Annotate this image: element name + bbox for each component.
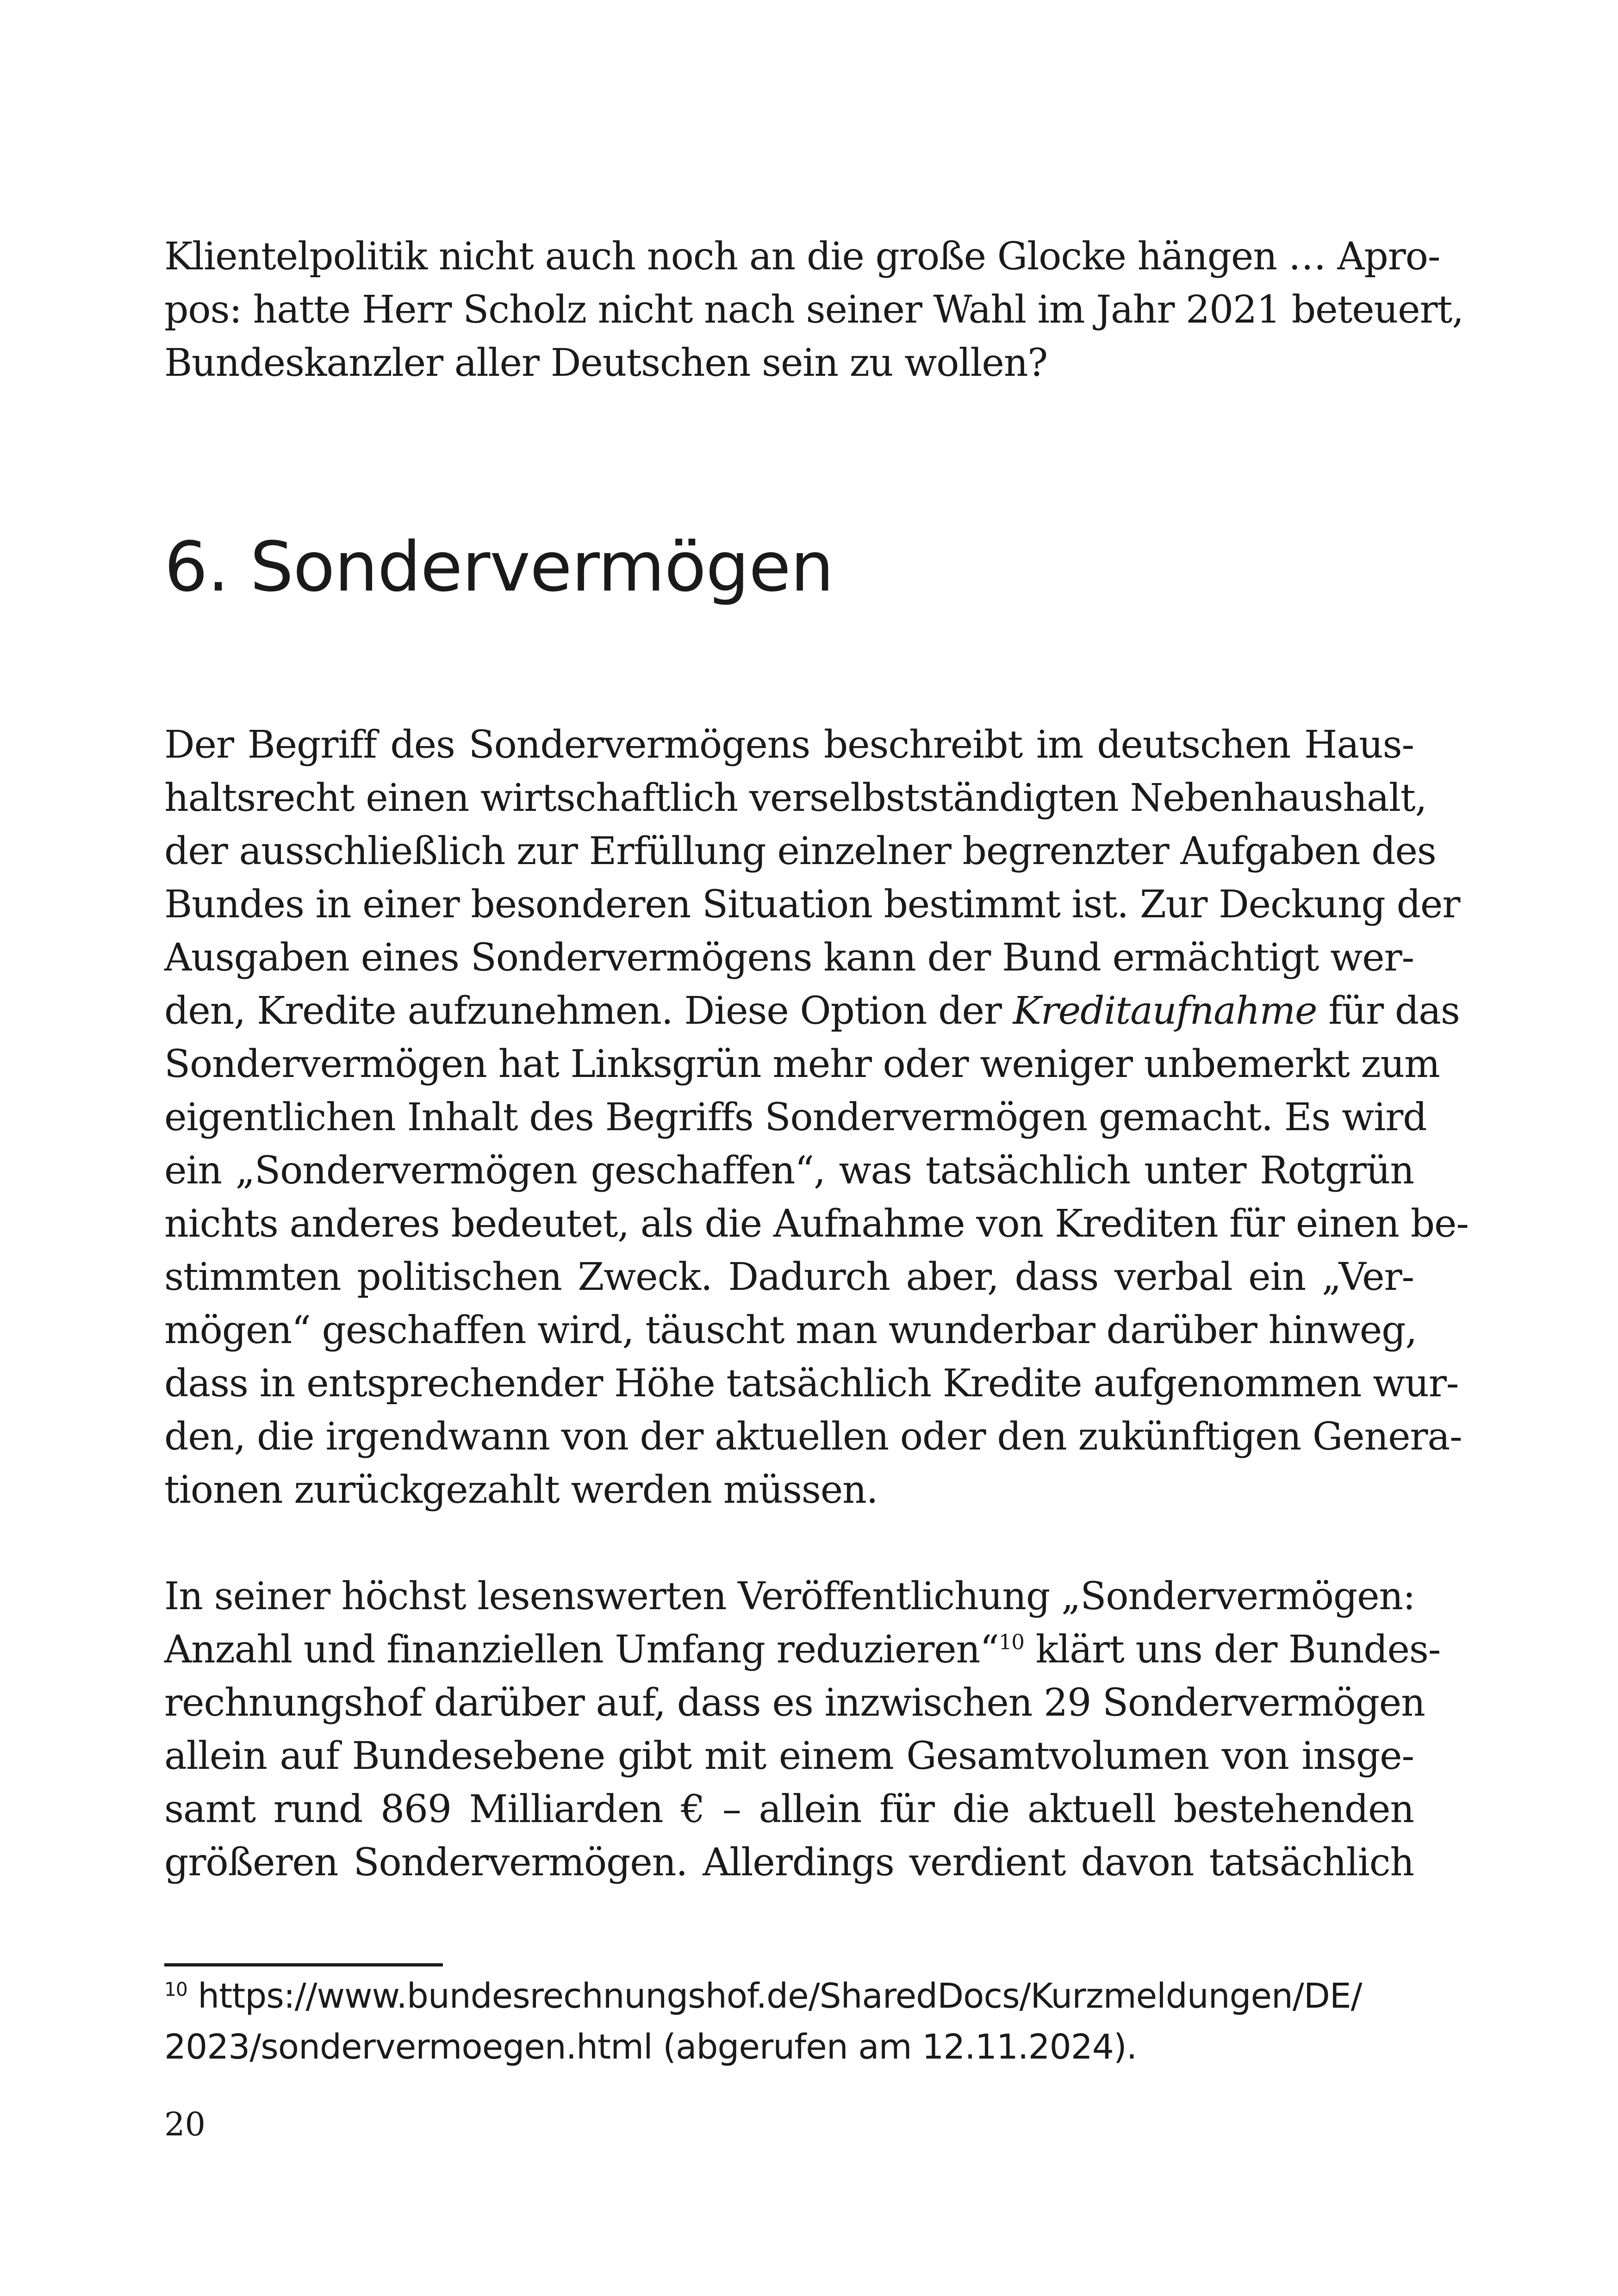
body-text-line: den, die irgendwann von der aktuellen oder den zukünftigen Genera- <box>164 1415 1462 1459</box>
body-text-line: pos: hatte Herr Scholz nicht nach seiner Wahl im Jahr 2021 beteuert, <box>164 288 1464 332</box>
section-heading: 6. Sondervermögen <box>164 527 834 607</box>
body-text-line: eigentlichen Inhalt des Begriffs Sondervermögen gemacht. Es wird <box>164 1095 1427 1139</box>
body-text-line: haltsrecht einen wirtschaftlich verselbstständigten Nebenhaushalt, <box>164 776 1427 820</box>
italic-term: Kreditaufnahme <box>1013 989 1317 1033</box>
body-text-line: Bundes in einer besonderen Situation bestimmt ist. Zur Deckung der <box>164 883 1460 927</box>
footnote-link: https://www.bundesrechnungshof.de/SharedDocs/Kurzmeldungen/DE/ <box>187 1976 1362 2016</box>
footnote-line <box>164 1974 1414 2018</box>
body-text-line: größeren Sondervermögen. Allerdings verdient davon tatsächlich <box>164 1841 1414 1885</box>
body-text-line: rechnungshof darüber auf, dass es inzwischen 29 Sondervermögen <box>164 1681 1425 1725</box>
body-text-line: mögen“ geschaffen wird, täuscht man wunderbar darüber hinweg, <box>164 1308 1417 1352</box>
body-text-line: stimmten politischen Zweck. Dadurch aber, dass verbal ein „Ver- <box>164 1255 1414 1299</box>
text-segment: den, Kredite aufzunehmen. Diese Option der <box>164 989 1013 1033</box>
body-text-line: dass in entsprechender Höhe tatsächlich Kredite aufgenommen wur- <box>164 1362 1459 1406</box>
body-text-line: der ausschließlich zur Erfüllung einzelner begrenzter Aufgaben des <box>164 829 1436 873</box>
body-text-line: samt rund 869 Milliarden € – allein für die aktuell bestehenden <box>164 1787 1414 1831</box>
footnote-reference: 10 <box>998 1630 1024 1655</box>
text-segment: klärt uns der Bundes- <box>1024 1628 1441 1672</box>
body-text-line: tionen zurückgezahlt werden müssen. <box>164 1468 878 1512</box>
body-text-line <box>164 988 1460 1034</box>
text-segment: für das <box>1317 989 1460 1033</box>
footnote-divider <box>164 1963 443 1966</box>
body-text-line <box>164 1627 1441 1673</box>
body-text-line: allein auf Bundesebene gibt mit einem Gesamtvolumen von insge- <box>164 1734 1414 1778</box>
body-text-line: nichts anderes bedeutet, als die Aufnahme von Krediten für einen be- <box>164 1202 1469 1246</box>
footnote-number: 10 <box>164 1978 187 2001</box>
body-text-line: Sondervermögen hat Linksgrün mehr oder weniger unbemerkt zum <box>164 1042 1440 1086</box>
body-text-line: Der Begriff des Sondervermögens beschreibt im deutschen Haus- <box>164 723 1414 767</box>
text-segment: Anzahl und finanziellen Umfang reduzieren“ <box>164 1628 999 1672</box>
body-text-line: In seiner höchst lesenswerten Veröffentlichung „Sondervermögen: <box>164 1574 1415 1618</box>
body-text-line: Bundeskanzler aller Deutschen sein zu wollen? <box>164 341 1048 385</box>
page-number: 20 <box>164 2105 206 2143</box>
body-text-line: Ausgaben eines Sondervermögens kann der Bund ermächtigt wer- <box>164 936 1414 980</box>
body-text-line: ein „Sondervermögen geschaffen“, was tatsächlich unter Rotgrün <box>164 1149 1414 1193</box>
footnote-line: 2023/sondervermoegen.html (abgerufen am 12.11.2024). <box>164 2027 1137 2067</box>
body-text-line: Klientelpolitik nicht auch noch an die große Glocke hängen … Apro- <box>164 235 1440 279</box>
